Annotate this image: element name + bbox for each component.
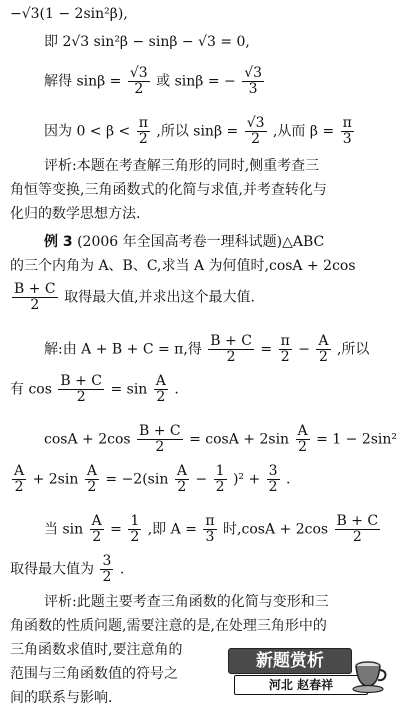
example-line-3: $\frac{B + C}{2}$ 取得最大值,并求出这个最大值. [14, 281, 255, 313]
fraction: $\frac{A}{2}$ [318, 333, 329, 365]
fraction: $\frac{B + C}{2}$ [14, 281, 56, 313]
example-heading: 例 3 (2006 年全国高考卷一理科试题)△ABC [44, 234, 325, 250]
fraction: $\frac{√3}{3}$ [244, 65, 263, 97]
column-title: 新题赏析 [228, 648, 352, 674]
comment2-line-3: 三角函数求值时,要注意角的 [10, 642, 183, 658]
comment-line-1: 评析:本题在考查解三角形的同时,侧重考查三 [44, 158, 320, 174]
comment-line-3: 化归的数学思想方法. [10, 206, 141, 222]
teacup-icon [352, 654, 388, 694]
solution-step-6: 取得最大值为 $\frac{3}{2}$ . [10, 553, 125, 585]
example-line-2: 的三个内角为 A、B、C,求当 A 为何值时,cosA + 2cos [10, 258, 356, 274]
fraction: $\frac{\pi}{2}$ [138, 115, 148, 147]
author-label: 河北 赵春祥 [234, 675, 368, 695]
conclusion-line: 因为 0 < β < $\frac{\pi}{2}$ ,所以 sinβ = $\frac{√3}{2}$ ,从而 β = $\frac{\pi}{3}$ [44, 115, 352, 147]
fraction: $\frac{1}{2}$ [130, 513, 140, 545]
comment2-line-5: 间的联系与影响. [10, 690, 113, 706]
equation-line-1: −√3(1 − 2sin²β), [10, 6, 128, 22]
solution-step-3: cosA + 2cos $\frac{B + C}{2}$ = cosA + 2sin $\frac{A}{2}$ = 1 − 2sin² [44, 423, 398, 455]
solution-step-2: 有 cos $\frac{B + C}{2}$ = sin $\frac{A}{2}$ . [10, 373, 179, 405]
fraction: $\frac{A}{2}$ [297, 423, 308, 455]
fraction: $\frac{A}{2}$ [14, 463, 25, 495]
fraction: $\frac{A}{2}$ [155, 373, 166, 405]
equation-line-2: 即 2√3 sin²β − sinβ − √3 = 0, [44, 34, 250, 50]
fraction: $\frac{3}{2}$ [102, 553, 112, 585]
fraction: $\frac{√3}{2}$ [129, 65, 148, 97]
fraction: $\frac{B + C}{2}$ [139, 423, 181, 455]
fraction: $\frac{B + C}{2}$ [210, 333, 252, 365]
fraction: $\frac{\pi}{2}$ [280, 333, 290, 365]
comment-line-2: 角恒等变换,三角函数式的化简与求值,并考查转化与 [10, 182, 327, 198]
fraction: $\frac{\pi}{3}$ [205, 513, 215, 545]
fraction: $\frac{\pi}{3}$ [342, 115, 352, 147]
fraction: $\frac{B + C}{2}$ [336, 513, 379, 545]
solution-step-5: 当 sin $\frac{A}{2}$ = $\frac{1}{2}$ ,即 A = $\frac{\pi}{3}$ 时,cosA + 2cos $\frac{B + C}{2}$ [44, 513, 379, 545]
fraction: $\frac{√3}{2}$ [246, 115, 265, 147]
fraction: $\frac{A}{2}$ [91, 513, 102, 545]
solution-step-1: 解:由 A + B + C = π,得 $\frac{B + C}{2}$ = $\frac{\pi}{2}$ − $\frac{A}{2}$ ,所以 [44, 333, 370, 365]
comment2-line-2: 角函数的性质问题,需要注意的是,在处理三角形中的 [10, 618, 327, 634]
solution-line: 解得 sinβ = $\frac{√3}{2}$ 或 sinβ = − $\frac{√3}{3}$ [44, 65, 263, 97]
fraction: $\frac{A}{2}$ [86, 463, 97, 495]
comment2-line-1: 评析:此题主要考查三角函数的化简与变形和三 [44, 594, 329, 610]
fraction: $\frac{1}{2}$ [215, 463, 225, 495]
solution-step-4: $\frac{A}{2}$ + 2sin $\frac{A}{2}$ = −2(sin $\frac{A}{2}$ − $\frac{1}{2}$ )² + $\frac{3}{2}$ . [14, 463, 291, 495]
fraction: $\frac{A}{2}$ [176, 463, 187, 495]
column-badge [228, 648, 388, 696]
fraction: $\frac{3}{2}$ [268, 463, 278, 495]
comment2-line-4: 范围与三角函数值的符号之 [10, 666, 178, 682]
fraction: $\frac{B + C}{2}$ [60, 373, 102, 405]
